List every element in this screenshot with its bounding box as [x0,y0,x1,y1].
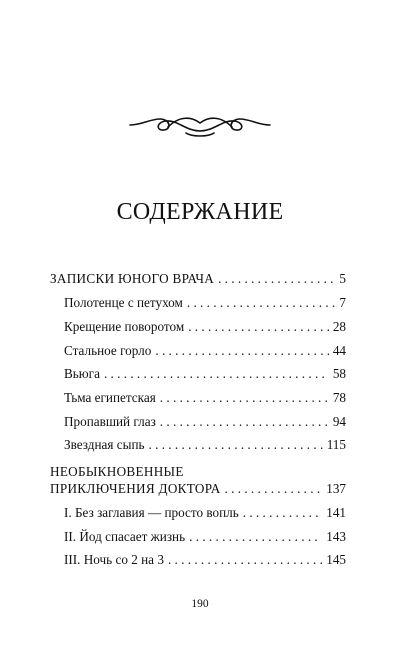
page-number: 190 [191,598,209,610]
page-title: СОДЕРЖАНИЕ [116,199,284,225]
toc-item-title: Полотенце с петухом [64,295,183,310]
toc-item-page: 141 [326,505,346,520]
dot-leader [187,294,336,311]
toc-section-1-page: 5 [339,271,346,286]
toc-item-page: 44 [332,343,346,358]
list-item [64,294,346,311]
dot-leader [189,528,322,545]
toc-item-page: 143 [326,529,346,544]
toc-item-page: 115 [326,437,346,452]
toc-section-2-page: 137 [326,481,346,496]
toc-item-title: Вьюга [64,366,100,381]
toc-section-2 [50,480,346,497]
toc-item-title: Пропавший глаз [64,414,156,429]
toc-item-page: 58 [332,366,346,381]
list-item [64,365,346,382]
toc-section-1 [50,270,346,287]
toc-item-page: 28 [332,319,346,334]
toc-item-title: Стальное горло [64,343,152,358]
dot-leader [168,551,322,568]
dot-leader [104,365,329,382]
toc-section-2-title-line2: ПРИКЛЮЧЕНИЯ ДОКТОРА [50,481,221,496]
list-item [64,551,346,568]
toc-item-page: 7 [339,295,346,310]
toc-item-title: Тьма египетская [64,390,156,405]
toc-item-title: I. Без заглавия — просто вопль [64,505,239,520]
list-item [64,504,346,521]
toc-item-page: 145 [326,552,346,567]
toc-section-2-title-line1: НЕОБЫКНОВЕННЫЕ [50,464,184,479]
toc-item-title: Звездная сыпь [64,437,145,452]
toc-item-title: II. Йод спасает жизнь [64,529,186,544]
dot-leader [160,389,329,406]
dot-leader [149,436,323,453]
list-item [64,528,346,545]
list-item [64,413,346,430]
dot-leader [155,342,328,359]
toc-section-1-title: ЗАПИСКИ ЮНОГО ВРАЧА [50,271,215,286]
dot-leader [218,270,335,287]
decorative-flourish-icon [128,111,272,139]
list-item [64,342,346,359]
toc-item-page: 78 [332,390,346,405]
toc-item-title: Крещение поворотом [64,319,185,334]
toc-item-title: III. Ночь со 2 на 3 [64,552,164,567]
toc-item-page: 94 [332,414,346,429]
dot-leader [188,318,329,335]
dot-leader [243,504,322,521]
list-item [64,318,346,335]
list-item [64,436,346,453]
dot-leader [160,413,329,430]
list-item [64,389,346,406]
dot-leader [225,480,323,497]
